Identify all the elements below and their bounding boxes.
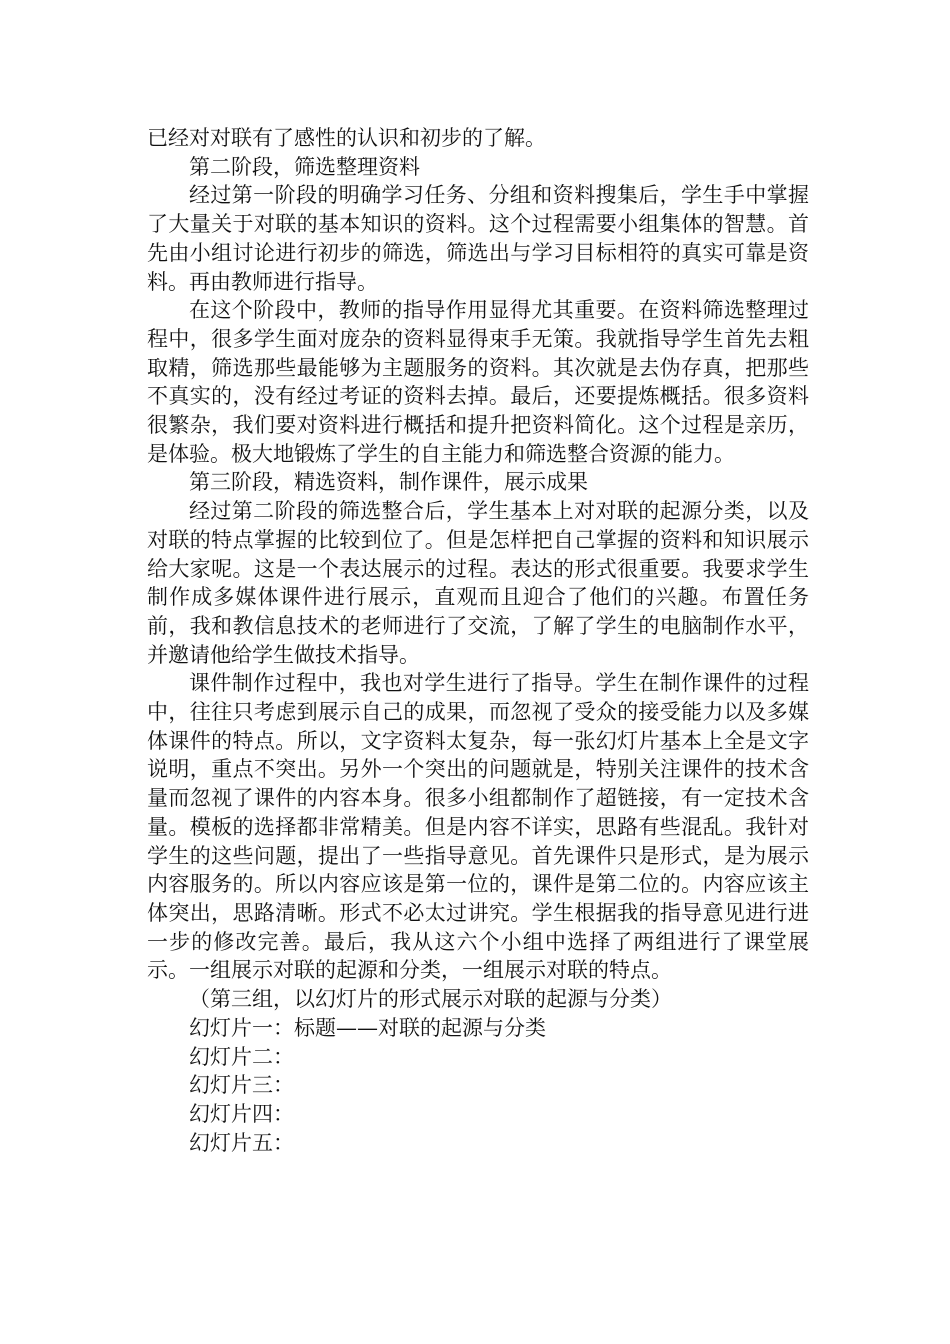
slide-item: 幻灯片一：标题——对联的起源与分类	[189, 1015, 546, 1040]
paragraph: 经过第二阶段的筛选整合后，学生基本上对对联的起源分类，以及对联的特点掌握的比较到位了。但是怎样把自己掌握的资料和知识展示给大家呢。这是一个表达展示的过程。表达的形式很重要。我要求学生制作成多媒体课件进行展示，直观而且迎合了他们的兴趣。布置任务前，我和教信息技术的老师进行了交流，了解了学生的电脑制作水平，并邀请他给学生做技术指导。	[147, 499, 809, 667]
paragraph: 经过第一阶段的明确学习任务、分组和资料搜集后，学生手中掌握了大量关于对联的基本知识的资料。这个过程需要小组集体的智慧。首先由小组讨论进行初步的筛选，筛选出与学习目标相符的真实可靠是资料。再由教师进行指导。	[147, 183, 809, 294]
paragraph: 课件制作过程中，我也对学生进行了指导。学生在制作课件的过程中，往往只考虑到展示自己的成果，而忽视了受众的接受能力以及多媒体课件的特点。所以，文字资料太复杂，每一张幻灯片基本上全是文字说明，重点不突出。另外一个突出的问题就是，特别关注课件的技术含量而忽视了课件的内容本身。很多小组都制作了超链接，有一定技术含量。模板的选择都非常精美。但是内容不详实，思路有些混乱。我针对学生的这些问题，提出了一些指导意见。首先课件只是形式，是为展示内容服务的。所以内容应该是第一位的，课件是第二位的。内容应该主体突出，思路清晰。形式不必太过讲究。学生根据我的指导意见进行进一步的修改完善。最后，我从这六个小组中选择了两组进行了课堂展示。一组展示对联的起源和分类，一组展示对联的特点。	[147, 671, 809, 983]
slide-item: 幻灯片四：	[189, 1101, 294, 1126]
section-heading-stage-two: 第二阶段，筛选整理资料	[189, 154, 420, 179]
slide-item: 幻灯片三：	[189, 1073, 294, 1098]
section-heading-stage-three: 第三阶段，精选资料，制作课件，展示成果	[189, 470, 588, 495]
group-note: （第三组，以幻灯片的形式展示对联的起源与分类）	[189, 987, 672, 1012]
paragraph-continuation: 已经对对联有了感性的认识和初步的了解。	[147, 126, 546, 150]
slide-item: 幻灯片五：	[189, 1130, 294, 1155]
document-body	[147, 124, 809, 1157]
slide-item: 幻灯片二：	[189, 1044, 294, 1069]
paragraph: 在这个阶段中，教师的指导作用显得尤其重要。在资料筛选整理过程中，很多学生面对庞杂的资料显得束手无策。我就指导学生首先去粗取精，筛选那些最能够为主题服务的资料。其次就是去伪存真，把那些不真实的，没有经过考证的资料去掉。最后，还要提炼概括。很多资料很繁杂，我们要对资料进行概括和提升把资料简化。这个过程是亲历，是体验。极大地锻炼了学生的自主能力和筛选整合资源的能力。	[147, 298, 809, 466]
